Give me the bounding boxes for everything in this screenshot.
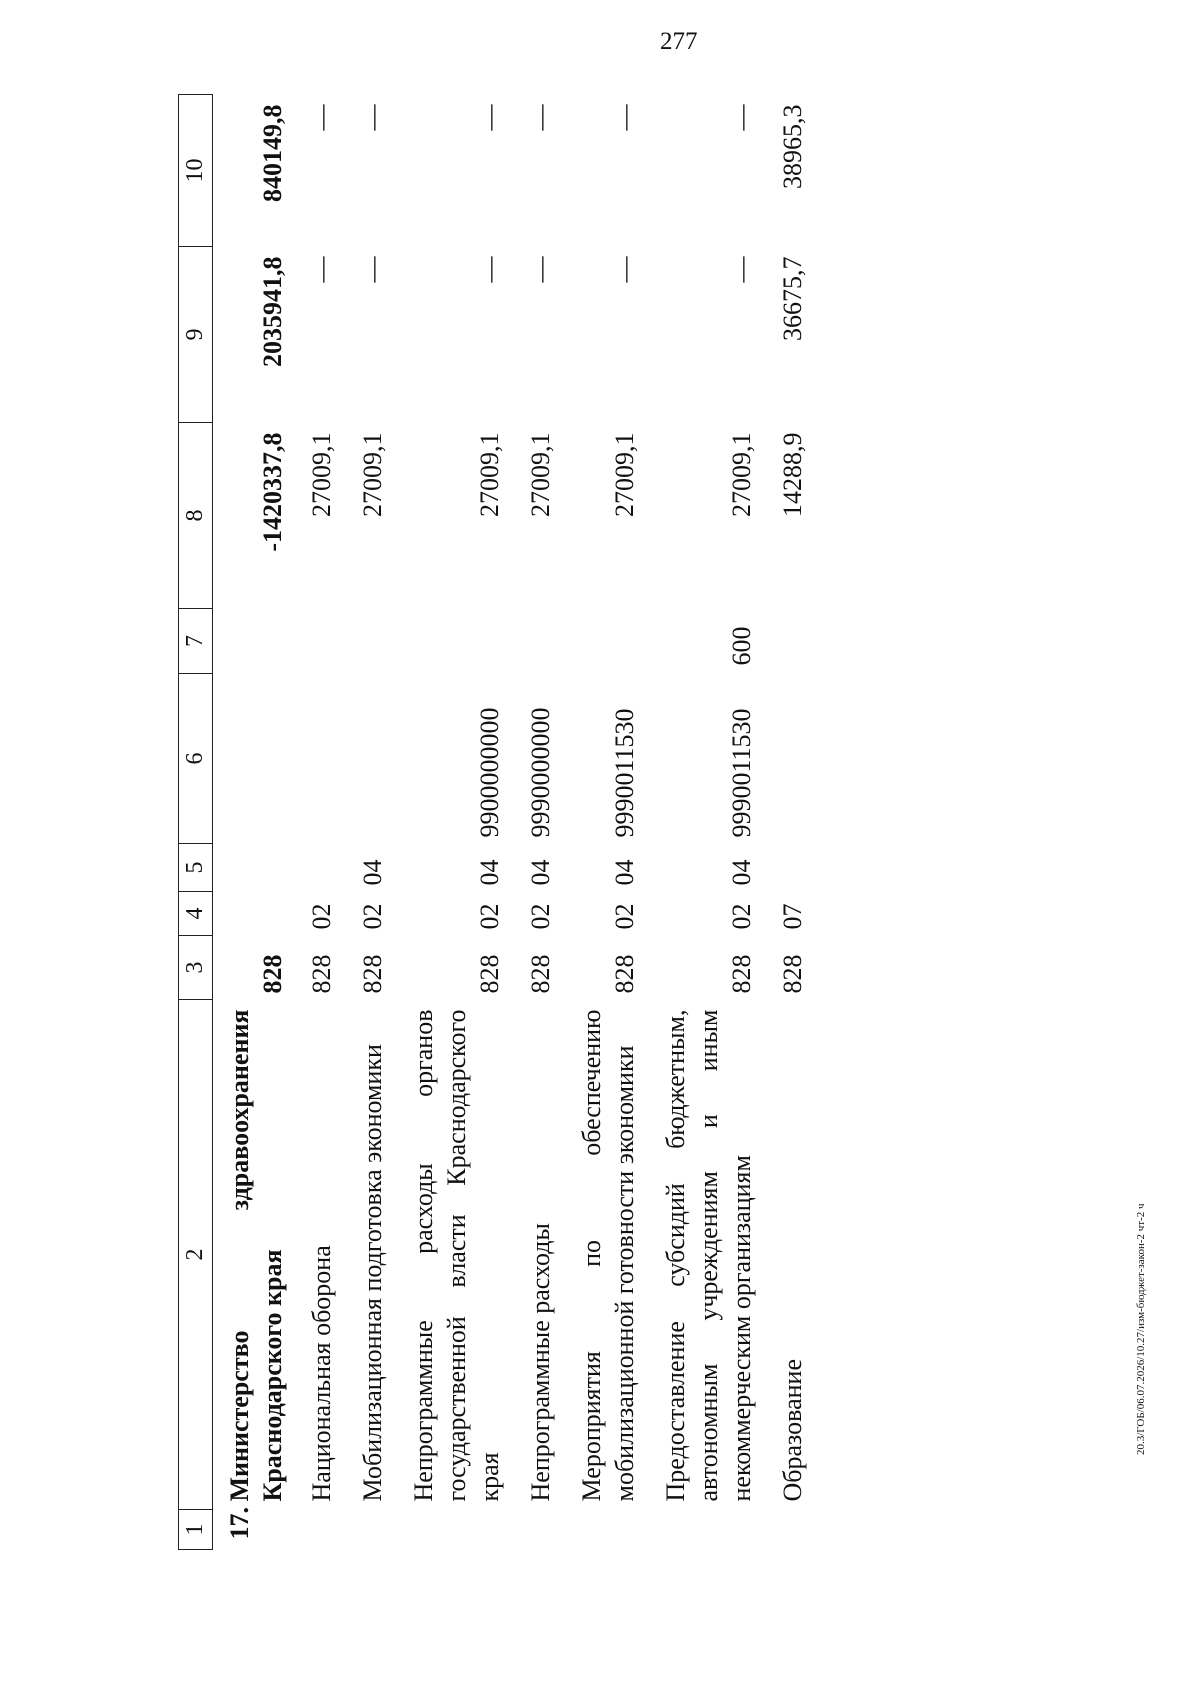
table-row <box>395 95 512 1550</box>
row-number <box>512 1510 563 1550</box>
cell-col-6 <box>213 674 294 844</box>
cell-col-3: 828 <box>526 954 555 994</box>
header-col-3: 3 <box>179 936 213 1000</box>
row-number <box>344 1510 395 1550</box>
header-col-8: 8 <box>179 423 213 609</box>
header-col-7: 7 <box>179 609 213 674</box>
table-row-ministry <box>213 95 294 1550</box>
row-name: Непрограммные расходы органов государственной власти Краснодарского края <box>409 1009 504 1502</box>
cell-col-7 <box>563 609 647 674</box>
cell-col-8: 27009,1 <box>475 432 504 517</box>
cell-col-9: — <box>307 256 336 283</box>
row-name: Образование <box>778 1358 807 1502</box>
cell-col-6: 9990000000 <box>526 707 555 838</box>
row-name: Предоставление субсидий бюджетным, автономным учреждениям и иным некоммерческим организациям <box>661 1009 756 1502</box>
cell-col-3: 828 <box>727 954 756 994</box>
cell-col-7 <box>764 609 815 674</box>
cell-col-9: — <box>358 256 387 283</box>
table-header-row <box>179 95 213 1550</box>
cell-col-4: 02 <box>358 903 387 930</box>
cell-col-10: 38965,3 <box>778 104 807 189</box>
cell-col-7 <box>293 609 344 674</box>
rotated-table-container <box>178 95 1068 1550</box>
cell-col-10: — <box>475 104 504 131</box>
cell-col-8: 27009,1 <box>526 432 555 517</box>
cell-col-9: 36675,7 <box>778 256 807 341</box>
cell-col-6: 9900000000 <box>475 707 504 838</box>
header-col-1: 1 <box>179 1510 213 1550</box>
cell-col-9: — <box>727 256 756 283</box>
cell-col-6 <box>293 674 344 844</box>
cell-col-4: 07 <box>778 903 807 930</box>
cell-col-10: — <box>610 104 639 131</box>
cell-col-4: 02 <box>610 903 639 930</box>
cell-col-8: 14288,9 <box>778 432 807 517</box>
cell-col-4 <box>213 892 294 936</box>
cell-col-6: 9990011530 <box>727 708 756 838</box>
cell-col-4: 02 <box>475 903 504 930</box>
page-number: 277 <box>660 28 698 55</box>
row-number <box>647 1510 764 1550</box>
cell-col-10: — <box>526 104 555 131</box>
cell-col-10: — <box>358 104 387 131</box>
cell-col-9: — <box>475 256 504 283</box>
row-name: Национальная оборона <box>307 1245 336 1502</box>
cell-col-5: 04 <box>475 859 504 886</box>
cell-col-3: 828 <box>778 954 807 994</box>
cell-col-5: 04 <box>727 859 756 886</box>
cell-col-5 <box>293 844 344 892</box>
row-number <box>563 1510 647 1550</box>
cell-col-5 <box>764 844 815 892</box>
cell-col-10: 840149,8 <box>258 104 287 202</box>
header-col-2: 2 <box>179 1000 213 1510</box>
header-col-6: 6 <box>179 674 213 844</box>
cell-col-3: 828 <box>610 954 639 994</box>
cell-col-7 <box>344 609 395 674</box>
cell-col-8: 27009,1 <box>727 432 756 517</box>
table-row <box>563 95 647 1550</box>
row-number <box>395 1510 512 1550</box>
header-col-4: 4 <box>179 892 213 936</box>
cell-col-5: 04 <box>358 859 387 886</box>
cell-col-9: — <box>610 256 639 283</box>
cell-col-9: 2035941,8 <box>258 256 287 367</box>
table-row <box>293 95 344 1550</box>
cell-col-8: -1420337,8 <box>258 432 287 552</box>
header-col-10: 10 <box>179 95 213 247</box>
table-row <box>647 95 764 1550</box>
cell-col-8: 27009,1 <box>307 432 336 517</box>
table-row <box>512 95 563 1550</box>
cell-col-8: 27009,1 <box>610 432 639 517</box>
cell-col-3: 828 <box>475 954 504 994</box>
row-name: Министерство здравоохранения Краснодарского края <box>225 1009 287 1502</box>
row-name: Мобилизационная подготовка экономики <box>358 1044 387 1502</box>
cell-col-6: 9990011530 <box>610 708 639 838</box>
cell-col-4: 02 <box>307 903 336 930</box>
row-name: Мероприятия по обеспечению мобилизационной готовности экономики <box>577 1009 639 1502</box>
cell-col-10: — <box>727 104 756 131</box>
footer-document-code: 20.3/ГОБ/06.07.2026/10.27/изм-бюджет-закон-2 чт-2 ч <box>1135 1203 1147 1455</box>
table-row <box>764 95 815 1550</box>
row-number: 17. <box>225 1507 254 1540</box>
cell-col-4: 02 <box>727 903 756 930</box>
cell-col-7 <box>213 609 294 674</box>
cell-col-3: 828 <box>307 954 336 994</box>
cell-col-6 <box>344 674 395 844</box>
cell-col-10: — <box>307 104 336 131</box>
cell-col-6 <box>764 674 815 844</box>
cell-col-8: 27009,1 <box>358 432 387 517</box>
header-col-5: 5 <box>179 844 213 892</box>
header-col-9: 9 <box>179 247 213 423</box>
table-row <box>344 95 395 1550</box>
cell-col-3: 828 <box>258 954 287 994</box>
cell-col-5 <box>213 844 294 892</box>
budget-table <box>178 94 815 1550</box>
cell-col-7: 600 <box>727 626 756 666</box>
cell-col-7 <box>395 609 512 674</box>
cell-col-5: 04 <box>526 859 555 886</box>
cell-col-5: 04 <box>610 859 639 886</box>
row-number <box>293 1510 344 1550</box>
cell-col-3: 828 <box>358 954 387 994</box>
cell-col-9: — <box>526 256 555 283</box>
row-number <box>764 1510 815 1550</box>
cell-col-4: 02 <box>526 903 555 930</box>
cell-col-7 <box>512 609 563 674</box>
row-name: Непрограммные расходы <box>526 1223 555 1502</box>
